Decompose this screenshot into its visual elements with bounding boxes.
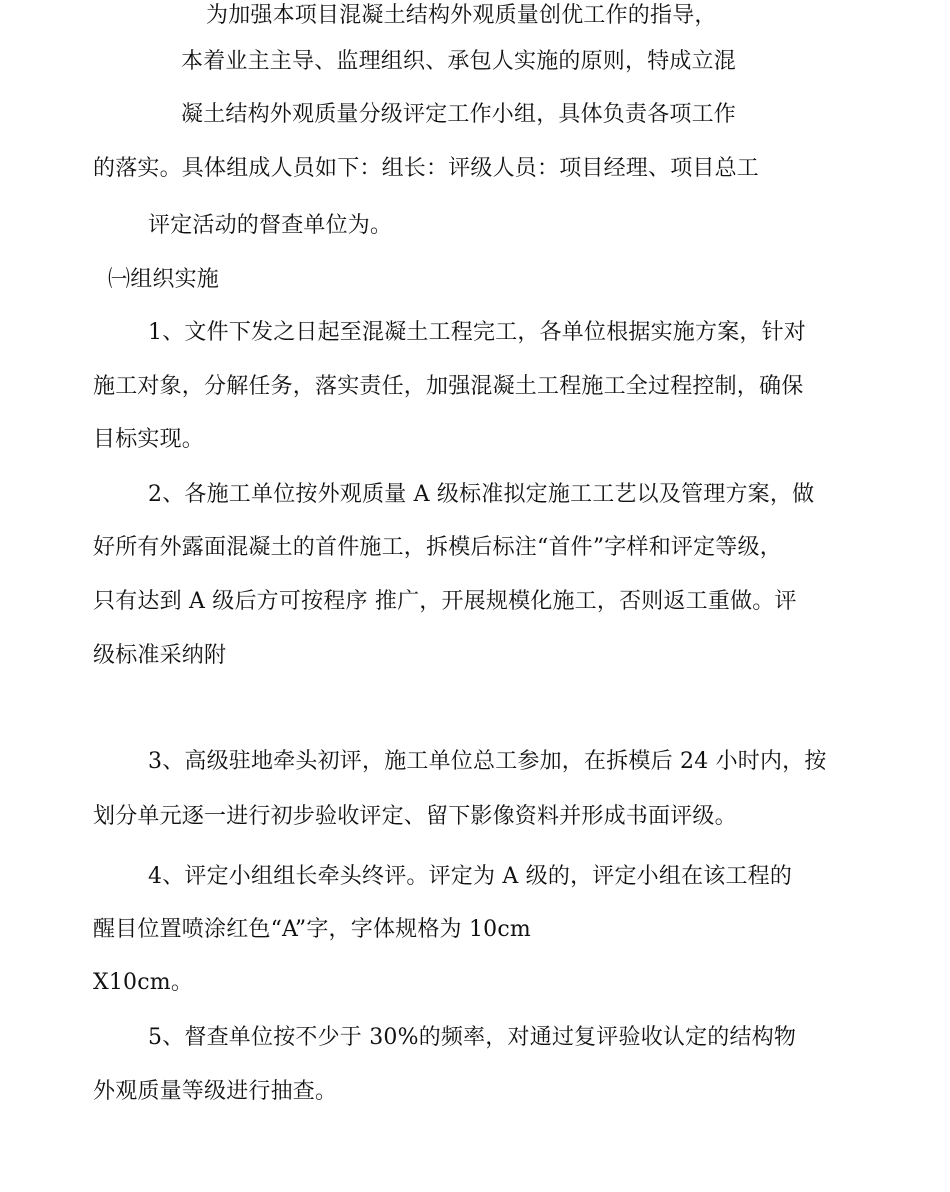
text-line-13: 级标准采纳附	[93, 643, 227, 668]
text-line-16: 4、评定小组组长牵头终评。评定为 A 级的，评定小组在该工程的	[148, 864, 793, 889]
text-line-5: 评定活动的督查单位为。	[148, 213, 393, 238]
text-line-4: 的落实。具体组成人员如下：组长：评级人员：项目经理、项目总工	[93, 156, 760, 181]
text-line-17: 醒目位置喷涂红色“A”字，字体规格为 10cm	[93, 917, 531, 942]
text-line-9: 目标实现。	[93, 427, 205, 452]
text-line-10: 2、各施工单位按外观质量 A 级标准拟定施工工艺以及管理方案，做	[148, 482, 815, 507]
text-line-3: 凝土结构外观质量分级评定工作小组，具体负责各项工作	[181, 102, 737, 127]
text-line-1: 为加强本项目混凝土结构外观质量创优工作的指导，	[206, 3, 717, 28]
text-line-14: 3、高级驻地牵头初评，施工单位总工参加，在拆模后 24 小时内，按	[148, 749, 827, 774]
text-line-7: 1、文件下发之日起至混凝土工程完工，各单位根据实施方案，针对	[148, 320, 806, 345]
text-line-20: 外观质量等级进行抽查。	[93, 1079, 338, 1104]
section-heading: ㈠组织实施	[108, 267, 220, 292]
text-line-12: 只有达到 A 级后方可按程序 推广，开展规模化施工，否则返工重做。评	[93, 589, 797, 614]
text-line-2: 本着业主主导、监理组织、承包人实施的原则，特成立混	[181, 49, 737, 74]
text-line-8: 施工对象，分解任务，落实责任，加强混凝土工程施工全过程控制，确保	[93, 374, 804, 399]
text-line-15: 划分单元逐一进行初步验收评定、留下影像资料并形成书面评级。	[93, 804, 737, 829]
text-line-11: 好所有外露面混凝土的首件施工，拆模后标注“首件”字样和评定等级，	[93, 535, 782, 560]
text-line-18: X10cm。	[93, 970, 194, 995]
text-line-19: 5、督查单位按不少于 30%的频率，对通过复评验收认定的结构物	[148, 1025, 797, 1050]
